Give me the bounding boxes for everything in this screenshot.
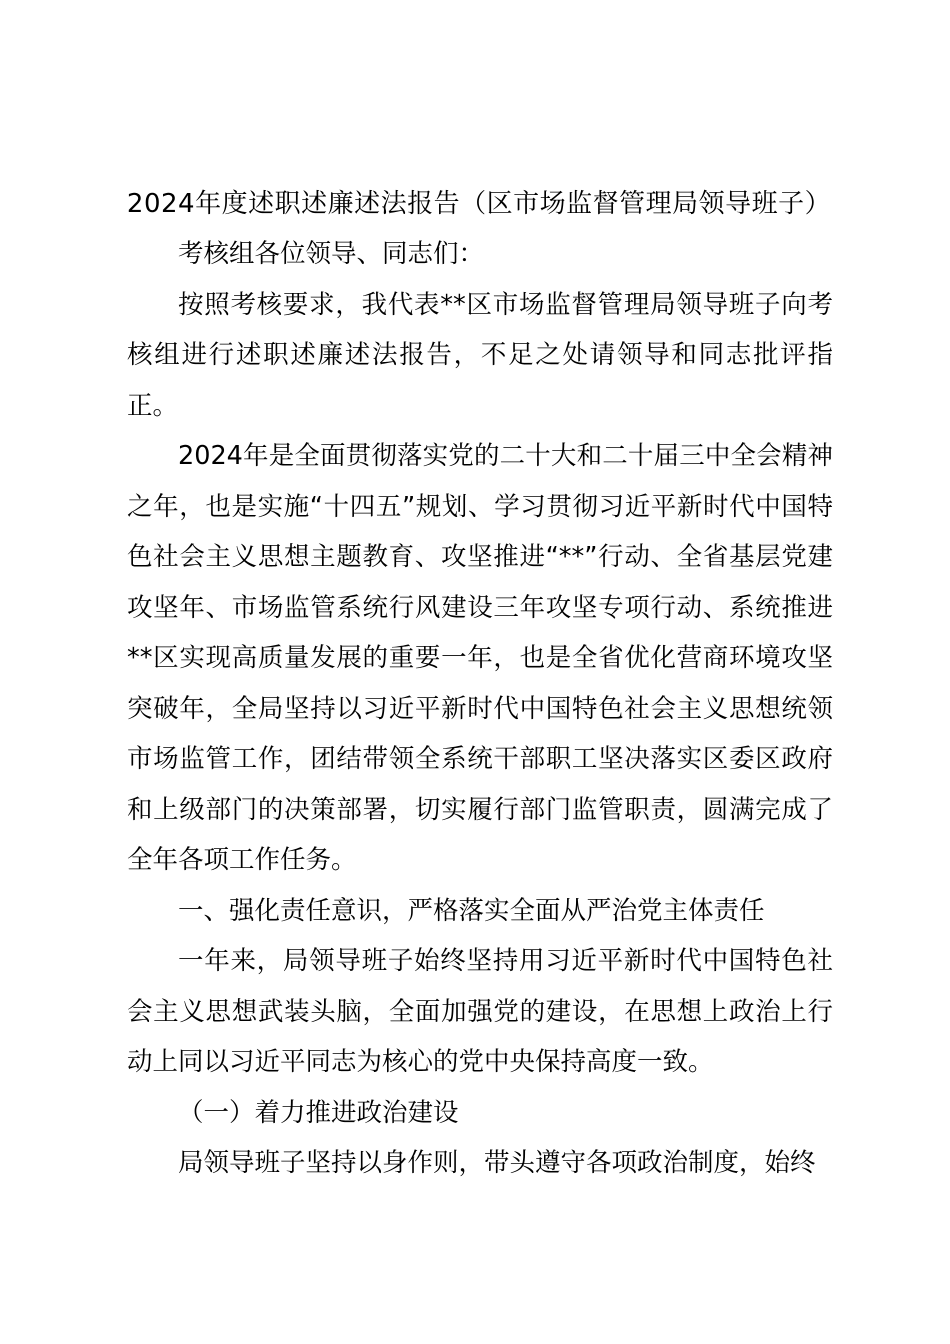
document-title: 2024年度述职述廉述法报告（区市场监督管理局领导班子） — [126, 189, 832, 219]
section-1-paragraph: 一年来，局领导班子始终坚持用习近平新时代中国特色社会主义思想武装头脑，全面加强党的建设，在思想上政治上行动上同以习近平同志为核心的党中央保持高度一致。 — [127, 946, 833, 1077]
document-body — [127, 182, 833, 1189]
section-heading-1: 一、强化责任意识，严格落实全面从严治党主体责任 — [178, 895, 765, 926]
intro-paragraph: 按照考核要求，我代表**区市场监督管理局领导班子向考核组进行述职述廉述法报告，不足之处请领导和同志批评指正。 — [127, 289, 833, 421]
greeting-paragraph: 考核组各位领导、同志们： — [178, 239, 485, 269]
background-paragraph: 2024年是全面贯彻落实党的二十大和二十届三中全会精神之年，也是实施“十四五”规划、学习贯彻习近平新时代中国特色社会主义思想主题教育、攻坚推进“**”行动、全省基层党建攻坚年、市场监管系统行风建设三年攻坚专项行动、系统推进**区实现高质量发展的重要一年，也是全省优化营商环境攻坚突破年，全局坚持以习近平新时代中国特色社会主义思想统领市场监管工作，团结带领全系统干部职工坚决落实区委区政府和上级部门的决策部署，切实履行部门监管职责，圆满完成了全年各项工作任务。 — [127, 441, 833, 875]
subsection-heading-1: （一）着力推进政治建设 — [178, 1097, 459, 1128]
subsection-1-paragraph: 局领导班子坚持以身作则，带头遵守各项政治制度，始终 — [178, 1148, 816, 1178]
